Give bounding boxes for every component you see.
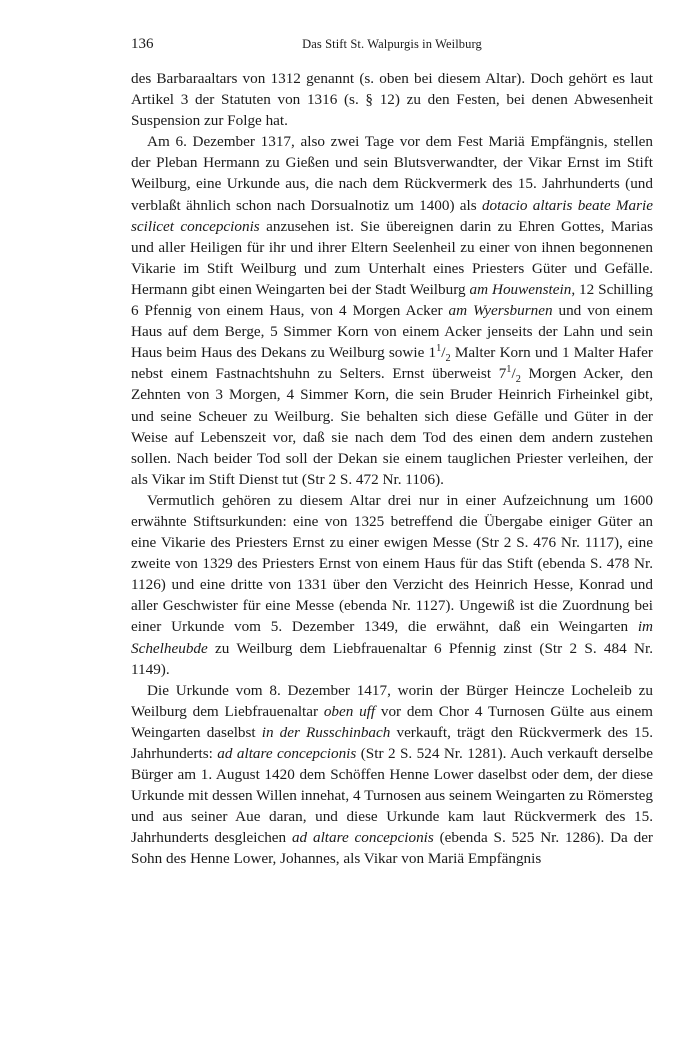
italic-text: im Schelheubde <box>131 618 653 657</box>
text-run: und von einem Haus auf dem Berge, 5 Simmer Korn von einem Acker jenseits der Lahn und sein Haus beim Haus des Dekans zu Weilburg sowie 1 <box>131 302 653 362</box>
running-header <box>131 36 653 56</box>
italic-text: in der Russchinbach <box>261 723 391 741</box>
text-run: Vermutlich gehören zu diesem Altar drei nur in einer Aufzeichnung um 1600 erwähnte Stiftsurkunden: eine von 1325 betreffend die Übergabe einiger Güter an eine Vikarie des Priesters Ernst zu einer ewigen Messe (Str 2 S. 476 Nr. 1117), eine zweite von 1329 des Priesters Ernst von einem Haus für das Stift (ebenda S. 478 Nr. 1126) und eine dritte von 1331 über den Verzicht des Heinrich Hesse, Konrad und aller Geschwister für eine Messe (ebenda Nr. 1127). Ungewiß ist die Zuordnung bei einer Urkunde vom 5. Dezember 1349, die erwähnt, daß ein Weingarten <box>131 491 653 636</box>
text-run: Morgen Acker, den Zehnten von 3 Morgen, 4 Simmer Korn, die sein Bruder Heinrich Firheinkel gibt, und seine Scheuer zu Weilburg. Sie behalten sich diese Gefälle und Güter in der Weise auf Lebenszeit vor, daß sie nach dem Tod des einen dem andern zustehen sollen. Nach beider Tod soll der Dekan sie einem tauglichen Priester verleihen, der als Vikar im Stift Dienst tut (Str 2 S. 472 Nr. 1106). <box>131 365 653 488</box>
body-text <box>131 68 653 870</box>
paragraph <box>131 680 653 870</box>
text-run: Am 6. Dezember 1317, also zwei Tage vor dem Fest Mariä Empfängnis, stellen der Pleban Hermann zu Gießen und sein Blutsverwandter, der Vikar Ernst im Stift Weilburg, eine Urkunde aus, die nach dem Rückvermerk des 15. Jahrhunderts (und verblaßt ähnlich schon nach Dorsualnotiz um 1400) als <box>131 133 653 214</box>
text-run: Malter Korn und 1 Malter Hafer nebst einem Fastnachtshuhn zu Selters. Ernst überweist 7 <box>131 344 653 383</box>
subscript: 2 <box>445 353 451 365</box>
text-run: verkauft, trägt den Rückvermerk des 15. Jahrhunderts: <box>131 723 653 762</box>
superscript: 1 <box>436 343 442 355</box>
book-page <box>131 36 653 870</box>
text-run: / <box>441 344 446 362</box>
italic-text: ad altare concepcionis <box>291 829 434 847</box>
italic-text: dotacio altaris beate Marie scilicet concepcionis <box>131 196 653 235</box>
text-run: Die Urkunde vom 8. Dezember 1417, worin der Bürger Heincze Locheleib zu Weilburg dem Liebfrauenaltar <box>131 681 653 720</box>
running-title: Das Stift St. Walpurgis in Weilburg <box>302 37 482 51</box>
text-run: vor dem Chor 4 Turnosen Gülte aus einem Weingarten daselbst <box>131 702 653 741</box>
page-number: 136 <box>131 36 154 52</box>
italic-text: oben uff <box>323 702 376 720</box>
text-run: (ebenda S. 525 Nr. 1286). Da der Sohn des Henne Lower, Johannes, als Vikar von Mariä Empfängnis <box>131 829 653 868</box>
subscript: 2 <box>515 374 521 386</box>
text-run: zu Weilburg dem Liebfrauenaltar 6 Pfennig zinst (Str 2 S. 484 Nr. 1149). <box>131 639 653 678</box>
superscript: 1 <box>506 364 512 376</box>
paragraph <box>131 490 653 680</box>
paragraph <box>131 68 653 131</box>
text-run: anzusehen ist. Sie übereignen darin zu Ehren Gottes, Marias und aller Heiligen für ihr und ihrer Eltern Seelenheil zu einer von ihnen begonnenen Vikarie im Stift Weilburg und zum Unterhalt eines Priesters Güter und Gefälle. Hermann gibt einen Weingarten bei der Stadt Weilburg <box>131 217 654 298</box>
italic-text: am Wyersburnen <box>448 302 553 320</box>
text-run: des Barbaraaltars von 1312 genannt (s. oben bei diesem Altar). Doch gehört es laut Artikel 3 der Statuten von 1316 (s. § 12) zu den Festen, bei denen Abwesenheit Suspension zur Folge hat. <box>131 70 653 130</box>
text-run: , 12 Schilling 6 Pfennig von einem Haus, von 4 Morgen Acker <box>131 280 653 320</box>
text-run: / <box>511 365 516 383</box>
paragraph <box>131 131 653 490</box>
italic-text: ad altare concepcionis <box>217 745 357 762</box>
text-run: (Str 2 S. 524 Nr. 1281). Auch verkauft derselbe Bürger am 1. August 1420 dem Schöffen Henne Lower daselbst oder dem, der diese Urkunde mit dessen Willen innehat, 4 Turnosen aus seinem Weingarten zu Römersteg und aus seiner Aue daran, und diese Urkunde kam laut Rückvermerk des 15. Jahrhunderts desgleichen <box>131 745 654 847</box>
italic-text: am Houwenstein <box>469 280 572 298</box>
